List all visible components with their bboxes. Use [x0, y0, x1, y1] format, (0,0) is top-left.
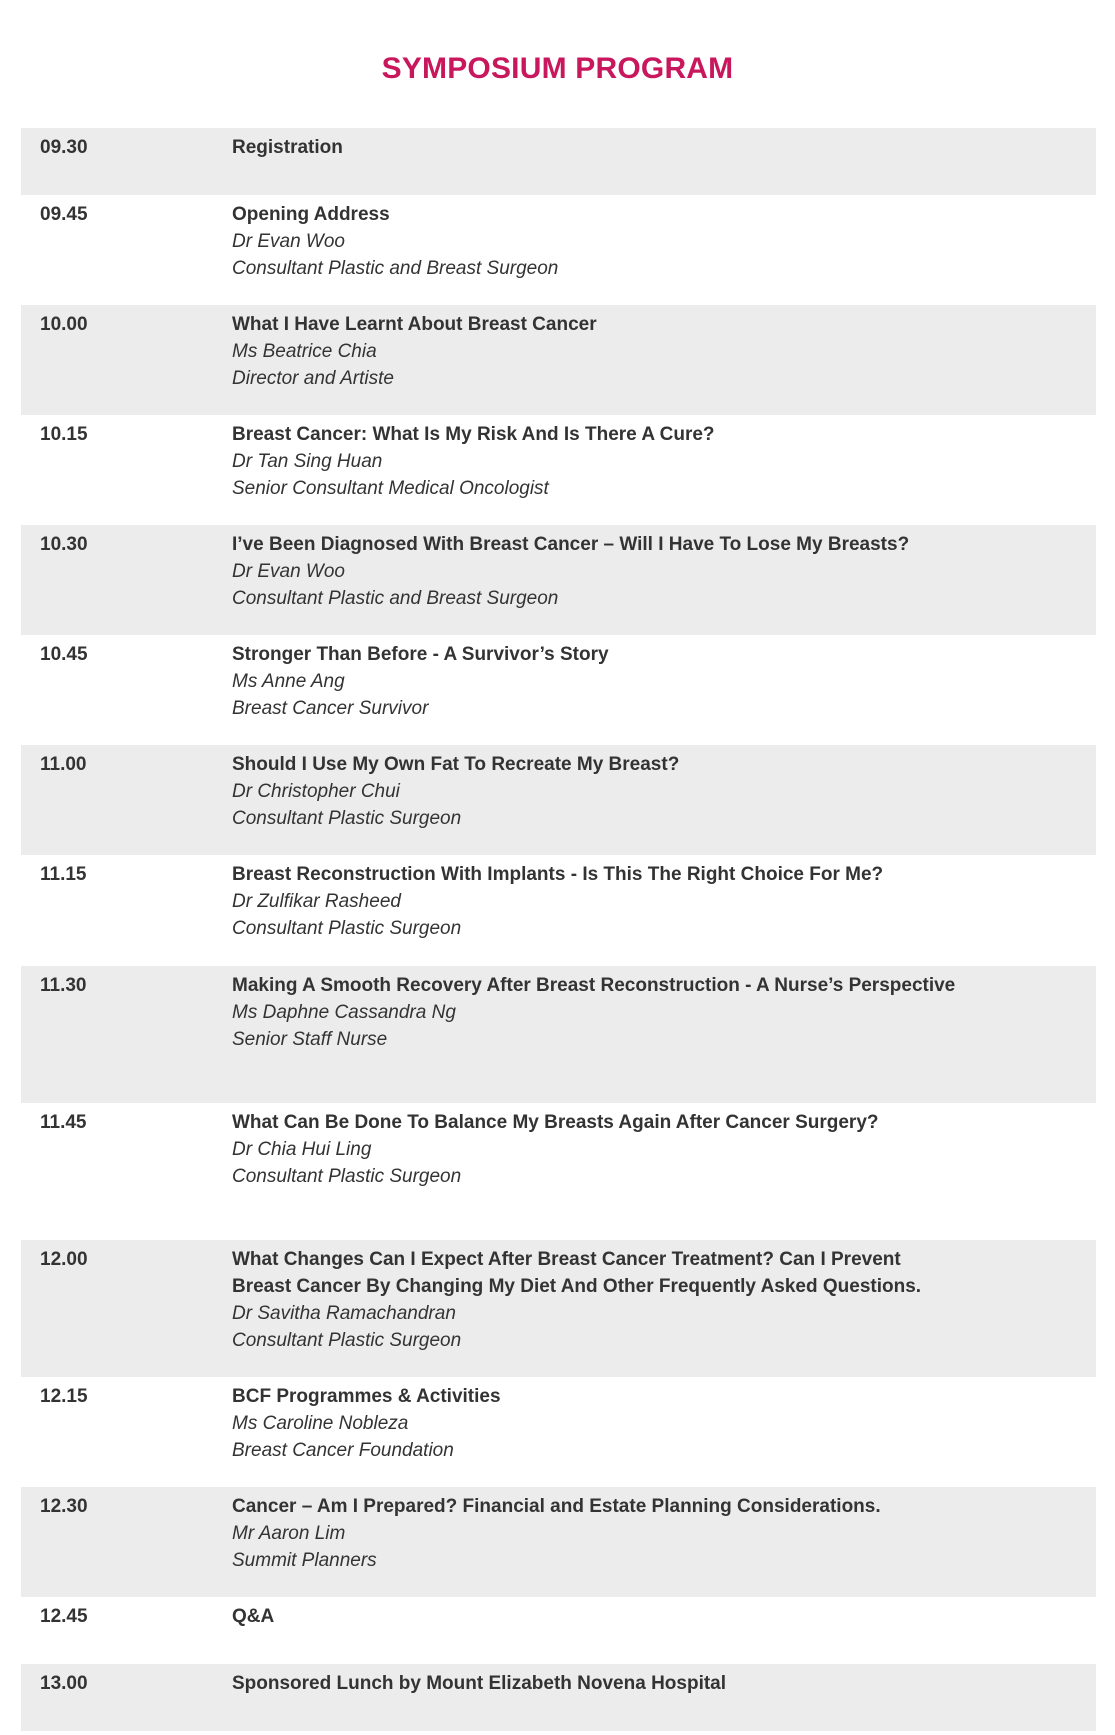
session-content: [232, 1109, 962, 1190]
speaker-name: Ms Daphne Cassandra Ng: [232, 1002, 456, 1023]
session-time: 09.30: [40, 137, 88, 158]
session-content: [232, 311, 962, 392]
session-time: 12.15: [40, 1386, 88, 1407]
speaker-name: Dr Evan Woo: [232, 231, 345, 252]
program-schedule: [21, 128, 1096, 1731]
speaker-role: Breast Cancer Foundation: [232, 1440, 454, 1461]
session-title: Cancer – Am I Prepared? Financial and Estate Planning Considerations.: [232, 1496, 881, 1517]
speaker-name: Dr Savitha Ramachandran: [232, 1303, 456, 1324]
session-time: 13.00: [40, 1673, 88, 1694]
session-time: 12.30: [40, 1496, 88, 1517]
speaker-name: Dr Evan Woo: [232, 561, 345, 582]
session-time: 09.45: [40, 204, 88, 225]
speaker-role: Consultant Plastic Surgeon: [232, 918, 462, 939]
session-content: [232, 531, 962, 612]
schedule-row: [21, 635, 1096, 745]
schedule-row: [21, 745, 1096, 855]
session-content: [232, 1603, 962, 1630]
speaker-role: Consultant Plastic Surgeon: [232, 1166, 462, 1187]
session-time: 11.00: [40, 754, 87, 775]
session-title: Q&A: [232, 1606, 275, 1627]
session-title: Breast Reconstruction With Implants - Is This The Right Choice For Me?: [232, 864, 884, 885]
speaker-name: Ms Caroline Nobleza: [232, 1413, 409, 1434]
session-title: What Can Be Done To Balance My Breasts Again After Cancer Surgery?: [232, 1112, 879, 1133]
schedule-row: [21, 966, 1096, 1103]
session-content: [232, 751, 962, 832]
session-time: 10.15: [40, 424, 88, 445]
schedule-row: [21, 128, 1096, 195]
session-content: [232, 1383, 962, 1464]
session-title: I’ve Been Diagnosed With Breast Cancer – Will I Have To Lose My Breasts?: [232, 534, 910, 555]
schedule-row: [21, 1377, 1096, 1487]
session-title: Opening Address: [232, 204, 390, 225]
speaker-name: Ms Anne Ang: [232, 671, 345, 692]
speaker-name: Ms Beatrice Chia: [232, 341, 377, 362]
speaker-role: Senior Staff Nurse: [232, 1029, 388, 1050]
speaker-role: Summit Planners: [232, 1550, 377, 1571]
session-title: Registration: [232, 137, 343, 158]
schedule-row: [21, 1103, 1096, 1240]
schedule-row: [21, 1597, 1096, 1664]
session-time: 10.30: [40, 534, 88, 555]
speaker-role: Consultant Plastic Surgeon: [232, 808, 462, 829]
session-time: 12.45: [40, 1606, 88, 1627]
page-title: SYMPOSIUM PROGRAM: [381, 52, 734, 85]
speaker-name: Mr Aaron Lim: [232, 1523, 346, 1544]
speaker-name: Dr Chia Hui Ling: [232, 1139, 372, 1160]
session-title: BCF Programmes & Activities: [232, 1386, 501, 1407]
schedule-row: [21, 855, 1096, 966]
session-time: 10.00: [40, 314, 88, 335]
session-title: Stronger Than Before - A Survivor’s Story: [232, 644, 609, 665]
session-content: [232, 861, 962, 942]
session-time: 11.45: [40, 1112, 87, 1133]
schedule-row: [21, 525, 1096, 635]
session-content: [232, 421, 962, 502]
session-content: [232, 1670, 962, 1697]
schedule-row: [21, 1240, 1096, 1377]
session-title: Making A Smooth Recovery After Breast Reconstruction - A Nurse’s Perspective: [232, 975, 956, 996]
speaker-name: Dr Tan Sing Huan: [232, 451, 383, 472]
session-title: What Changes Can I Expect After Breast Cancer Treatment? Can I Prevent Breast Cancer By Changing My Diet And Other Frequently Asked Questions.: [232, 1249, 922, 1297]
speaker-role: Consultant Plastic and Breast Surgeon: [232, 258, 559, 279]
session-time: 10.45: [40, 644, 88, 665]
schedule-row: [21, 415, 1096, 525]
session-time: 11.15: [40, 864, 87, 885]
session-content: [232, 1493, 962, 1574]
session-content: [232, 1246, 962, 1354]
session-time: 12.00: [40, 1249, 88, 1270]
session-time: 11.30: [40, 975, 87, 996]
schedule-row: [21, 1487, 1096, 1597]
session-title: Should I Use My Own Fat To Recreate My Breast?: [232, 754, 680, 775]
schedule-row: [21, 1664, 1096, 1731]
speaker-role: Director and Artiste: [232, 368, 394, 389]
speaker-role: Consultant Plastic Surgeon: [232, 1330, 462, 1351]
speaker-role: Consultant Plastic and Breast Surgeon: [232, 588, 559, 609]
schedule-row: [21, 195, 1096, 305]
schedule-row: [21, 305, 1096, 415]
speaker-name: Dr Zulfikar Rasheed: [232, 891, 401, 912]
session-title: Sponsored Lunch by Mount Elizabeth Novena Hospital: [232, 1673, 727, 1694]
speaker-name: Dr Christopher Chui: [232, 781, 400, 802]
session-content: [232, 641, 962, 722]
session-content: [232, 972, 962, 1053]
session-title: What I Have Learnt About Breast Cancer: [232, 314, 597, 335]
session-content: [232, 201, 962, 282]
speaker-role: Breast Cancer Survivor: [232, 698, 429, 719]
speaker-role: Senior Consultant Medical Oncologist: [232, 478, 549, 499]
session-content: [232, 134, 962, 161]
session-title: Breast Cancer: What Is My Risk And Is There A Cure?: [232, 424, 715, 445]
